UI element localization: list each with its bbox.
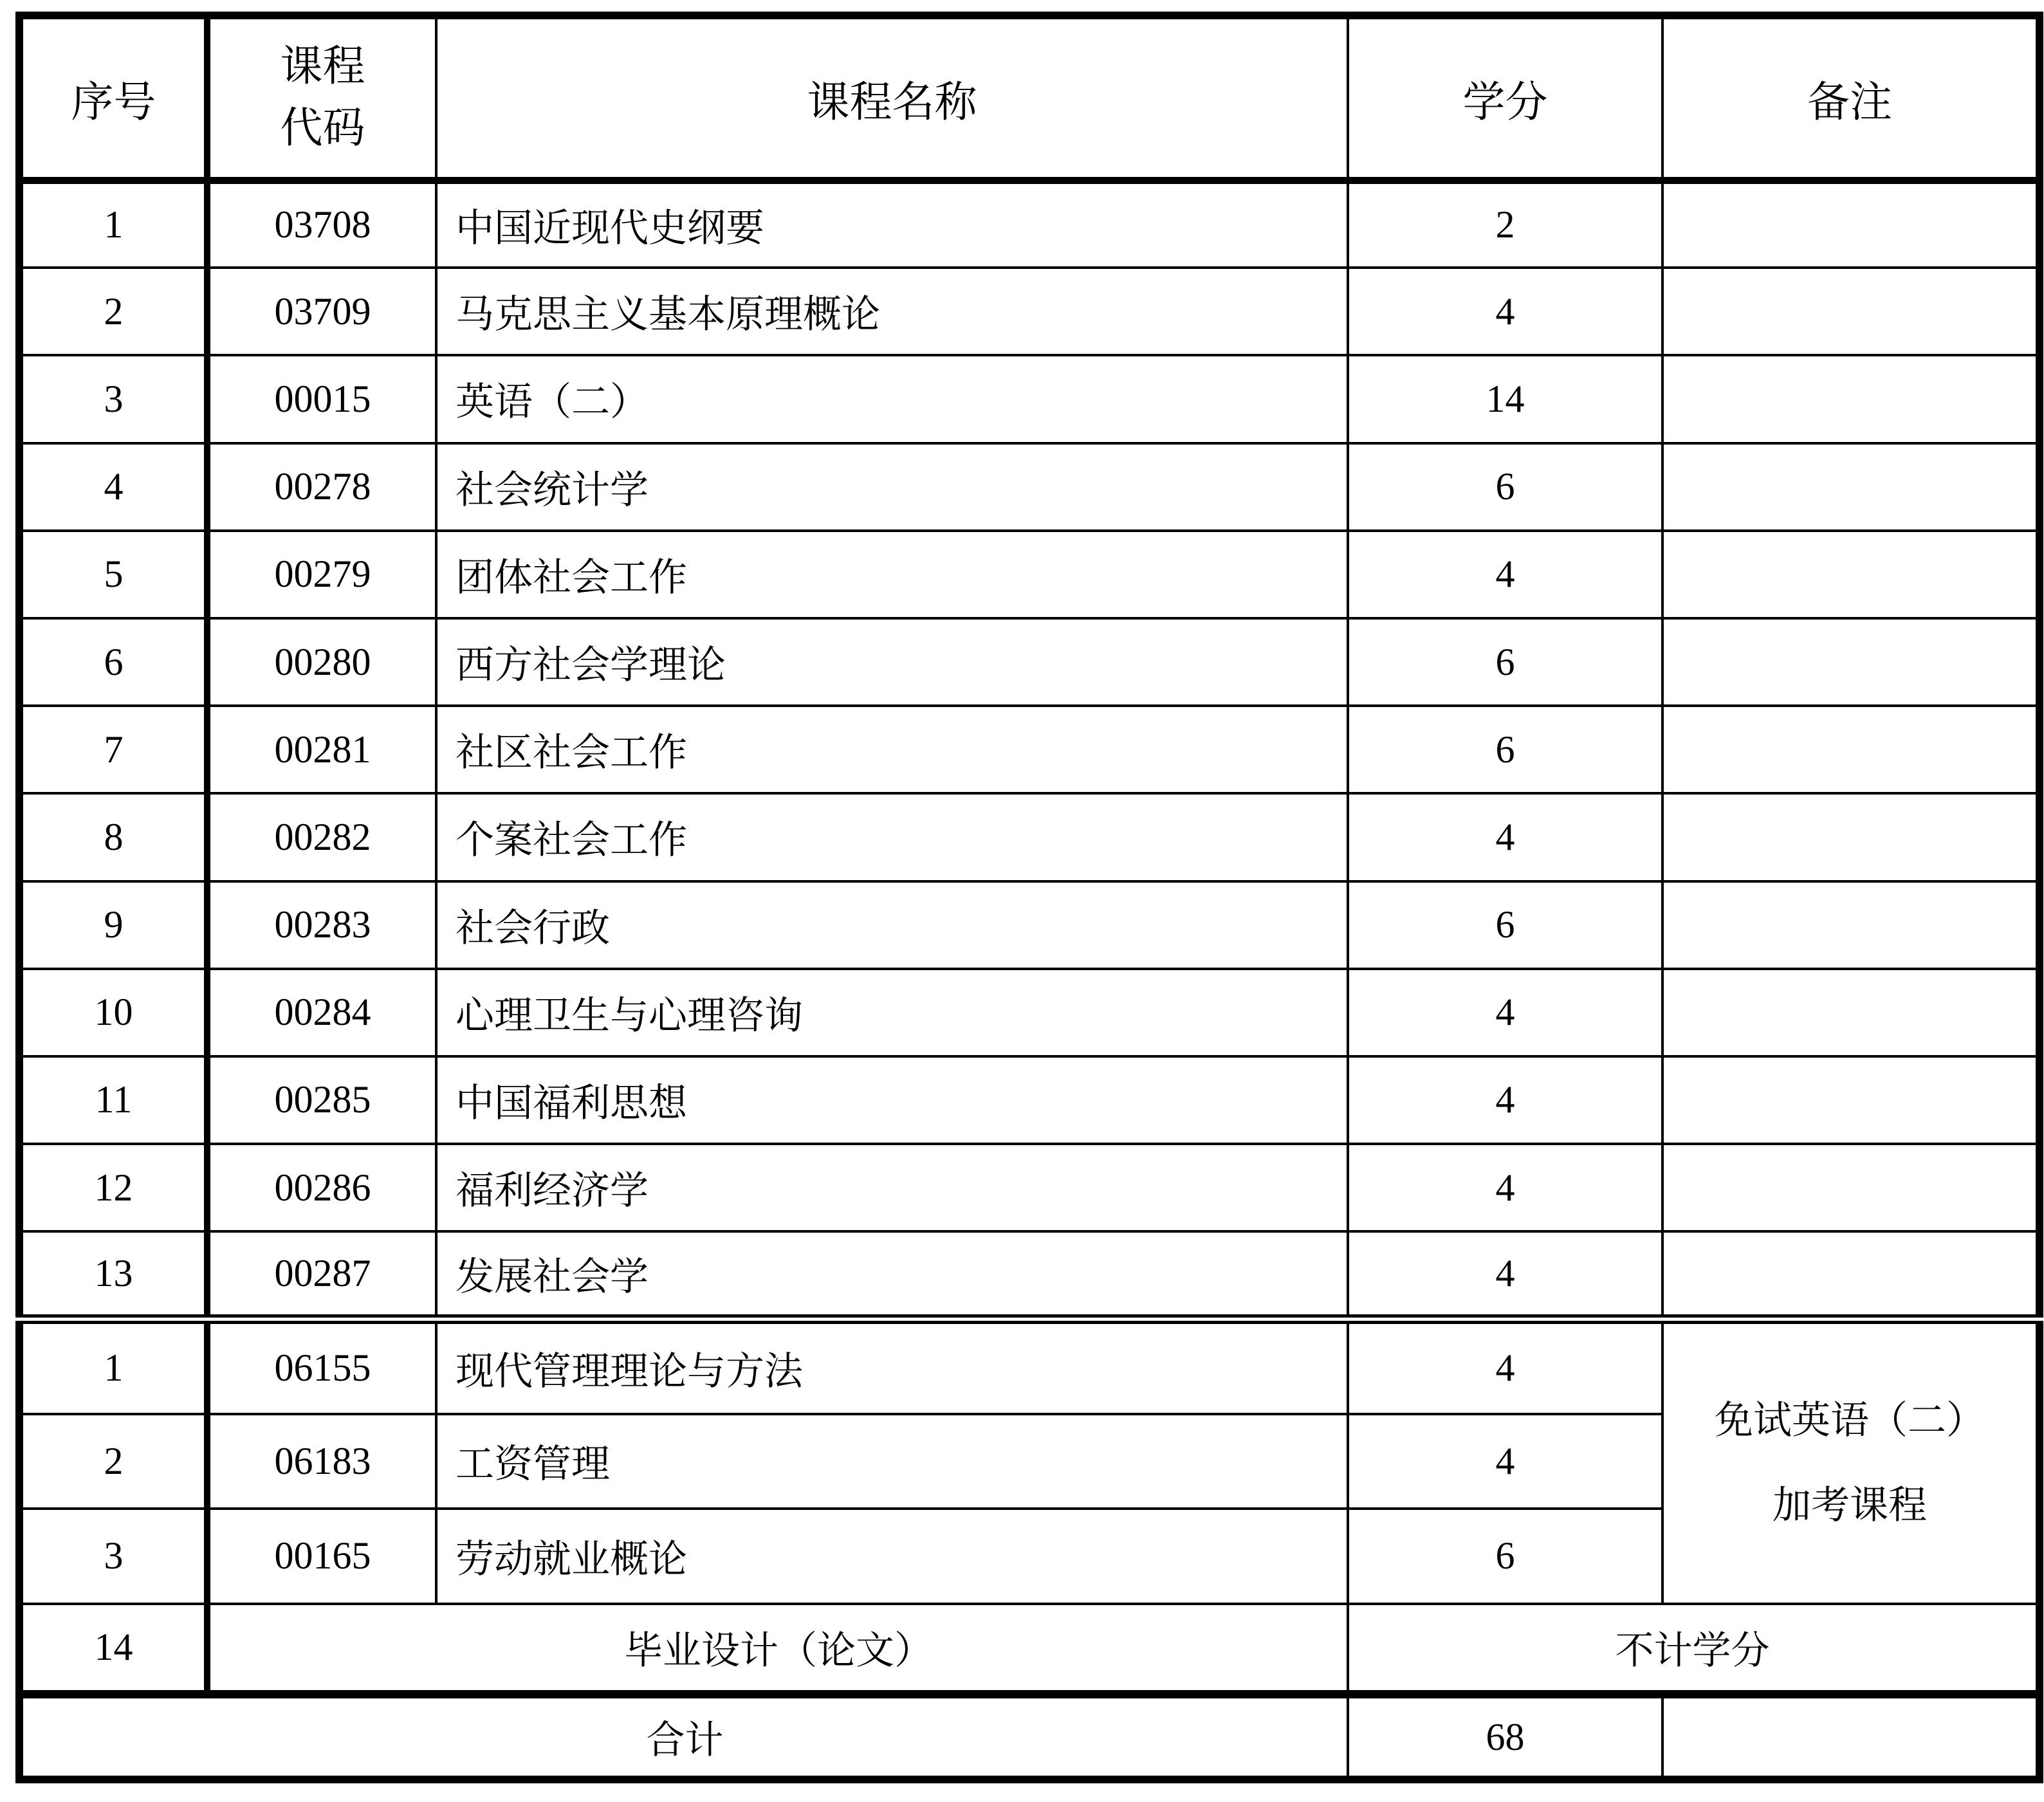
name-cell: 社会统计学	[436, 443, 1348, 531]
seq-cell: 3	[19, 355, 207, 443]
code-cell: 03709	[207, 268, 436, 355]
remark-cell	[1662, 1056, 2039, 1144]
seq-cell: 11	[19, 1056, 207, 1144]
credits-cell: 4	[1348, 531, 1662, 618]
remark-cell	[1662, 531, 2039, 618]
seq-cell: 7	[19, 706, 207, 793]
code-cell: 00284	[207, 969, 436, 1056]
credits-cell: 4	[1348, 1414, 1662, 1509]
seq-cell: 10	[19, 969, 207, 1056]
remark-cell	[1662, 1144, 2039, 1231]
name-cell: 中国福利思想	[436, 1056, 1348, 1144]
credits-cell: 14	[1348, 355, 1662, 443]
name-cell: 劳动就业概论	[436, 1509, 1348, 1603]
table-row	[19, 355, 2039, 443]
credits-cell: 4	[1348, 793, 1662, 881]
remark-cell	[1662, 881, 2039, 969]
seq-cell: 5	[19, 531, 207, 618]
course-plan-page	[15, 12, 2043, 1783]
name-cell: 福利经济学	[436, 1144, 1348, 1231]
name-cell: 社区社会工作	[436, 706, 1348, 793]
credits-cell: 4	[1348, 969, 1662, 1056]
code-cell: 00165	[207, 1509, 436, 1603]
code-cell: 00278	[207, 443, 436, 531]
credits-cell: 6	[1348, 443, 1662, 531]
remark-cell	[1662, 443, 2039, 531]
remark-cell	[1662, 969, 2039, 1056]
name-cell: 马克思主义基本原理概论	[436, 268, 1348, 355]
header-course-name: 课程名称	[436, 15, 1348, 180]
total-label-cell: 合计	[19, 1695, 1348, 1779]
seq-cell: 13	[19, 1231, 207, 1319]
seq-cell: 12	[19, 1144, 207, 1231]
code-cell: 00282	[207, 793, 436, 881]
code-cell: 00015	[207, 355, 436, 443]
code-cell: 00285	[207, 1056, 436, 1144]
name-cell: 个案社会工作	[436, 793, 1348, 881]
name-cell: 工资管理	[436, 1414, 1348, 1509]
table-row	[19, 1231, 2039, 1319]
header-course-code-line1: 课程	[280, 43, 365, 91]
seq-cell: 3	[19, 1509, 207, 1603]
seq-cell: 2	[19, 268, 207, 355]
header-credits: 学分	[1348, 15, 1662, 180]
name-cell: 社会行政	[436, 881, 1348, 969]
table-row	[19, 268, 2039, 355]
name-cell: 英语（二）	[436, 355, 1348, 443]
name-cell: 发展社会学	[436, 1231, 1348, 1319]
code-cell: 06155	[207, 1319, 436, 1413]
remark-cell	[1662, 1231, 2039, 1319]
code-cell: 00280	[207, 618, 436, 706]
total-row	[19, 1695, 2039, 1779]
table-row-addon	[19, 1319, 2039, 1413]
seq-cell: 2	[19, 1414, 207, 1509]
code-cell: 00286	[207, 1144, 436, 1231]
header-course-code	[207, 15, 436, 180]
credits-cell: 4	[1348, 1231, 1662, 1319]
table-row	[19, 706, 2039, 793]
credits-cell: 4	[1348, 1144, 1662, 1231]
table-row	[19, 1056, 2039, 1144]
table-row	[19, 180, 2039, 268]
remark-cell	[1662, 355, 2039, 443]
seq-cell: 14	[19, 1604, 207, 1695]
remark-cell	[1662, 793, 2039, 881]
addon-remark-line2: 加考课程	[1772, 1484, 1927, 1527]
seq-cell: 9	[19, 881, 207, 969]
total-credits-cell: 68	[1348, 1695, 1662, 1779]
seq-cell: 1	[19, 180, 207, 268]
table-row	[19, 1144, 2039, 1231]
thesis-row	[19, 1604, 2039, 1695]
addon-remark-line1: 免试英语（二）	[1715, 1399, 1985, 1442]
credits-cell: 4	[1348, 268, 1662, 355]
name-cell: 团体社会工作	[436, 531, 1348, 618]
code-cell: 00287	[207, 1231, 436, 1319]
credits-cell: 6	[1348, 706, 1662, 793]
course-plan-table	[15, 12, 2043, 1783]
code-cell: 00283	[207, 881, 436, 969]
thesis-credits-remark-cell: 不计学分	[1348, 1604, 2039, 1695]
seq-cell: 1	[19, 1319, 207, 1413]
seq-cell: 8	[19, 793, 207, 881]
remark-cell	[1662, 706, 2039, 793]
name-cell: 西方社会学理论	[436, 618, 1348, 706]
credits-cell: 6	[1348, 618, 1662, 706]
code-cell: 03708	[207, 180, 436, 268]
code-cell: 06183	[207, 1414, 436, 1509]
credits-cell: 6	[1348, 881, 1662, 969]
code-cell: 00279	[207, 531, 436, 618]
credits-cell: 6	[1348, 1509, 1662, 1603]
name-cell: 现代管理理论与方法	[436, 1319, 1348, 1413]
table-row	[19, 531, 2039, 618]
total-remark-cell	[1662, 1695, 2039, 1779]
code-cell: 00281	[207, 706, 436, 793]
credits-cell: 2	[1348, 180, 1662, 268]
name-cell: 心理卫生与心理咨询	[436, 969, 1348, 1056]
header-remark: 备注	[1662, 15, 2039, 180]
name-cell: 中国近现代史纲要	[436, 180, 1348, 268]
table-row	[19, 618, 2039, 706]
table-row	[19, 443, 2039, 531]
remark-cell	[1662, 180, 2039, 268]
header-row	[19, 15, 2039, 180]
addon-remark-cell	[1662, 1319, 2039, 1603]
remark-cell	[1662, 618, 2039, 706]
credits-cell: 4	[1348, 1319, 1662, 1413]
table-row	[19, 969, 2039, 1056]
remark-cell	[1662, 268, 2039, 355]
table-row	[19, 881, 2039, 969]
table-row	[19, 793, 2039, 881]
seq-cell: 4	[19, 443, 207, 531]
seq-cell: 6	[19, 618, 207, 706]
credits-cell: 4	[1348, 1056, 1662, 1144]
header-seq: 序号	[19, 15, 207, 180]
header-course-code-line2: 代码	[280, 105, 365, 152]
thesis-name-cell: 毕业设计（论文）	[207, 1604, 1348, 1695]
